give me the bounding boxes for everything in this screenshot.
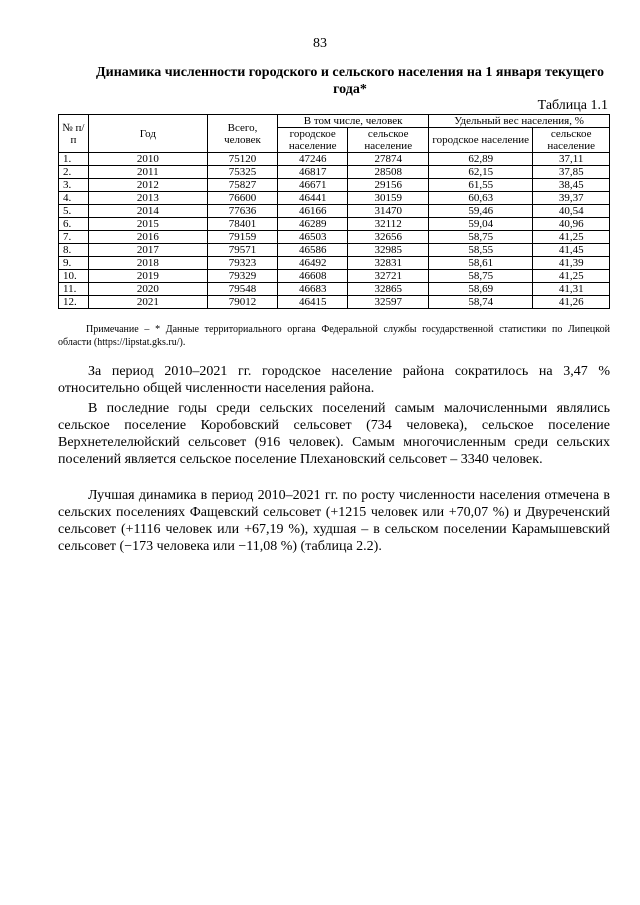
header-urban: городское население [278, 128, 348, 153]
cell-urban: 47246 [278, 153, 348, 166]
cell-rural-share: 41,26 [533, 296, 610, 309]
cell-urban-share: 58,74 [429, 296, 533, 309]
cell-num: 2. [59, 166, 89, 179]
cell-total: 79012 [207, 296, 277, 309]
cell-urban: 46503 [278, 231, 348, 244]
cell-total: 75325 [207, 166, 277, 179]
cell-year: 2020 [88, 283, 207, 296]
cell-total: 79159 [207, 231, 277, 244]
cell-num: 3. [59, 179, 89, 192]
cell-urban-share: 61,55 [429, 179, 533, 192]
cell-rural-share: 41,25 [533, 231, 610, 244]
document-title: Динамика численности городского и сельского населения на 1 января текущего года* [96, 65, 604, 97]
cell-year: 2011 [88, 166, 207, 179]
cell-rural: 29156 [348, 179, 429, 192]
cell-urban: 46441 [278, 192, 348, 205]
table-row [59, 192, 610, 205]
cell-rural-share: 38,45 [533, 179, 610, 192]
cell-urban: 46586 [278, 244, 348, 257]
cell-rural: 30159 [348, 192, 429, 205]
cell-urban: 46683 [278, 283, 348, 296]
cell-urban-share: 60,63 [429, 192, 533, 205]
cell-num: 6. [59, 218, 89, 231]
table-row [59, 296, 610, 309]
cell-year: 2013 [88, 192, 207, 205]
table-note: Примечание – * Данные территориального органа Федеральной службы государственной статистики по Липецкой области (https://lipstat.gks.ru/). [58, 324, 610, 348]
cell-rural-share: 41,31 [533, 283, 610, 296]
cell-rural: 27874 [348, 153, 429, 166]
cell-urban: 46671 [278, 179, 348, 192]
cell-num: 7. [59, 231, 89, 244]
cell-rural: 32865 [348, 283, 429, 296]
cell-urban-share: 58,75 [429, 270, 533, 283]
cell-rural-share: 37,11 [533, 153, 610, 166]
cell-urban: 46608 [278, 270, 348, 283]
cell-year: 2016 [88, 231, 207, 244]
cell-year: 2017 [88, 244, 207, 257]
cell-urban-share: 58,75 [429, 231, 533, 244]
header-urban-share: городское население [429, 128, 533, 153]
table-row [59, 179, 610, 192]
cell-total: 75120 [207, 153, 277, 166]
cell-total: 76600 [207, 192, 277, 205]
table-label: Таблица 1.1 [537, 98, 608, 113]
paragraph-1: За период 2010–2021 гг. городское население района сократилось на 3,47 % относительно общей численности населения района. [58, 364, 610, 396]
cell-urban-share: 59,04 [429, 218, 533, 231]
cell-num: 12. [59, 296, 89, 309]
cell-total: 79571 [207, 244, 277, 257]
cell-year: 2019 [88, 270, 207, 283]
cell-total: 77636 [207, 205, 277, 218]
table-row [59, 231, 610, 244]
cell-total: 79548 [207, 283, 277, 296]
cell-urban-share: 58,61 [429, 257, 533, 270]
cell-rural-share: 41,39 [533, 257, 610, 270]
table-row [59, 257, 610, 270]
cell-year: 2021 [88, 296, 207, 309]
cell-num: 9. [59, 257, 89, 270]
cell-rural: 32597 [348, 296, 429, 309]
cell-rural-share: 41,45 [533, 244, 610, 257]
table-row [59, 153, 610, 166]
cell-urban: 46817 [278, 166, 348, 179]
cell-num: 11. [59, 283, 89, 296]
cell-total: 79323 [207, 257, 277, 270]
cell-urban: 46492 [278, 257, 348, 270]
cell-rural: 32656 [348, 231, 429, 244]
cell-rural-share: 40,96 [533, 218, 610, 231]
header-rural-share: сельское население [533, 128, 610, 153]
paragraph-2: В последние годы среди сельских поселений самым малочисленными являлись сельское поселение Коробовский сельсовет (734 человека), сельское поселение Верхнетелелюйский сельсовет (916 человек). Самым многочисленным среди сельских поселений является сельское поселение Плехановский сельсовет – 3340 человек. [58, 401, 610, 467]
cell-num: 1. [59, 153, 89, 166]
cell-urban-share: 62,89 [429, 153, 533, 166]
cell-num: 4. [59, 192, 89, 205]
cell-year: 2012 [88, 179, 207, 192]
cell-rural: 31470 [348, 205, 429, 218]
table-row [59, 205, 610, 218]
cell-total: 78401 [207, 218, 277, 231]
table-row [59, 244, 610, 257]
cell-rural: 28508 [348, 166, 429, 179]
cell-year: 2018 [88, 257, 207, 270]
table-header-row [59, 115, 610, 128]
header-num: № п/п [59, 115, 89, 153]
cell-urban: 46166 [278, 205, 348, 218]
table-row [59, 218, 610, 231]
cell-urban-share: 59,46 [429, 205, 533, 218]
table-row [59, 166, 610, 179]
page-number: 83 [313, 36, 327, 51]
cell-num: 10. [59, 270, 89, 283]
cell-total: 75827 [207, 179, 277, 192]
cell-rural-share: 39,37 [533, 192, 610, 205]
header-rural: сельское население [348, 128, 429, 153]
header-incl-group: В том числе, человек [278, 115, 429, 128]
paragraph-3: Лучшая динамика в период 2010–2021 гг. по росту численности населения отмечена в сельских поселениях Фащевский сельсовет (+1215 человек или +70,07 %) и Двуреченский сельсовет (+1116 человек или +67,19 %), худшая – в сельском поселении Карамышевский сельсовет (−173 человека или −11,08 %) (таблица 2.2). [58, 488, 610, 554]
cell-rural: 32721 [348, 270, 429, 283]
cell-rural-share: 37,85 [533, 166, 610, 179]
cell-total: 79329 [207, 270, 277, 283]
cell-num: 8. [59, 244, 89, 257]
cell-rural: 32985 [348, 244, 429, 257]
header-year: Год [88, 115, 207, 153]
table-row [59, 283, 610, 296]
cell-rural-share: 41,25 [533, 270, 610, 283]
cell-urban-share: 62,15 [429, 166, 533, 179]
cell-year: 2010 [88, 153, 207, 166]
cell-year: 2014 [88, 205, 207, 218]
population-table [58, 114, 610, 309]
header-total: Всего, человек [207, 115, 277, 153]
cell-year: 2015 [88, 218, 207, 231]
cell-num: 5. [59, 205, 89, 218]
table-row [59, 270, 610, 283]
cell-urban: 46289 [278, 218, 348, 231]
header-share-group: Удельный вес населения, % [429, 115, 610, 128]
cell-rural: 32112 [348, 218, 429, 231]
cell-rural: 32831 [348, 257, 429, 270]
cell-urban-share: 58,69 [429, 283, 533, 296]
cell-urban-share: 58,55 [429, 244, 533, 257]
cell-rural-share: 40,54 [533, 205, 610, 218]
cell-urban: 46415 [278, 296, 348, 309]
